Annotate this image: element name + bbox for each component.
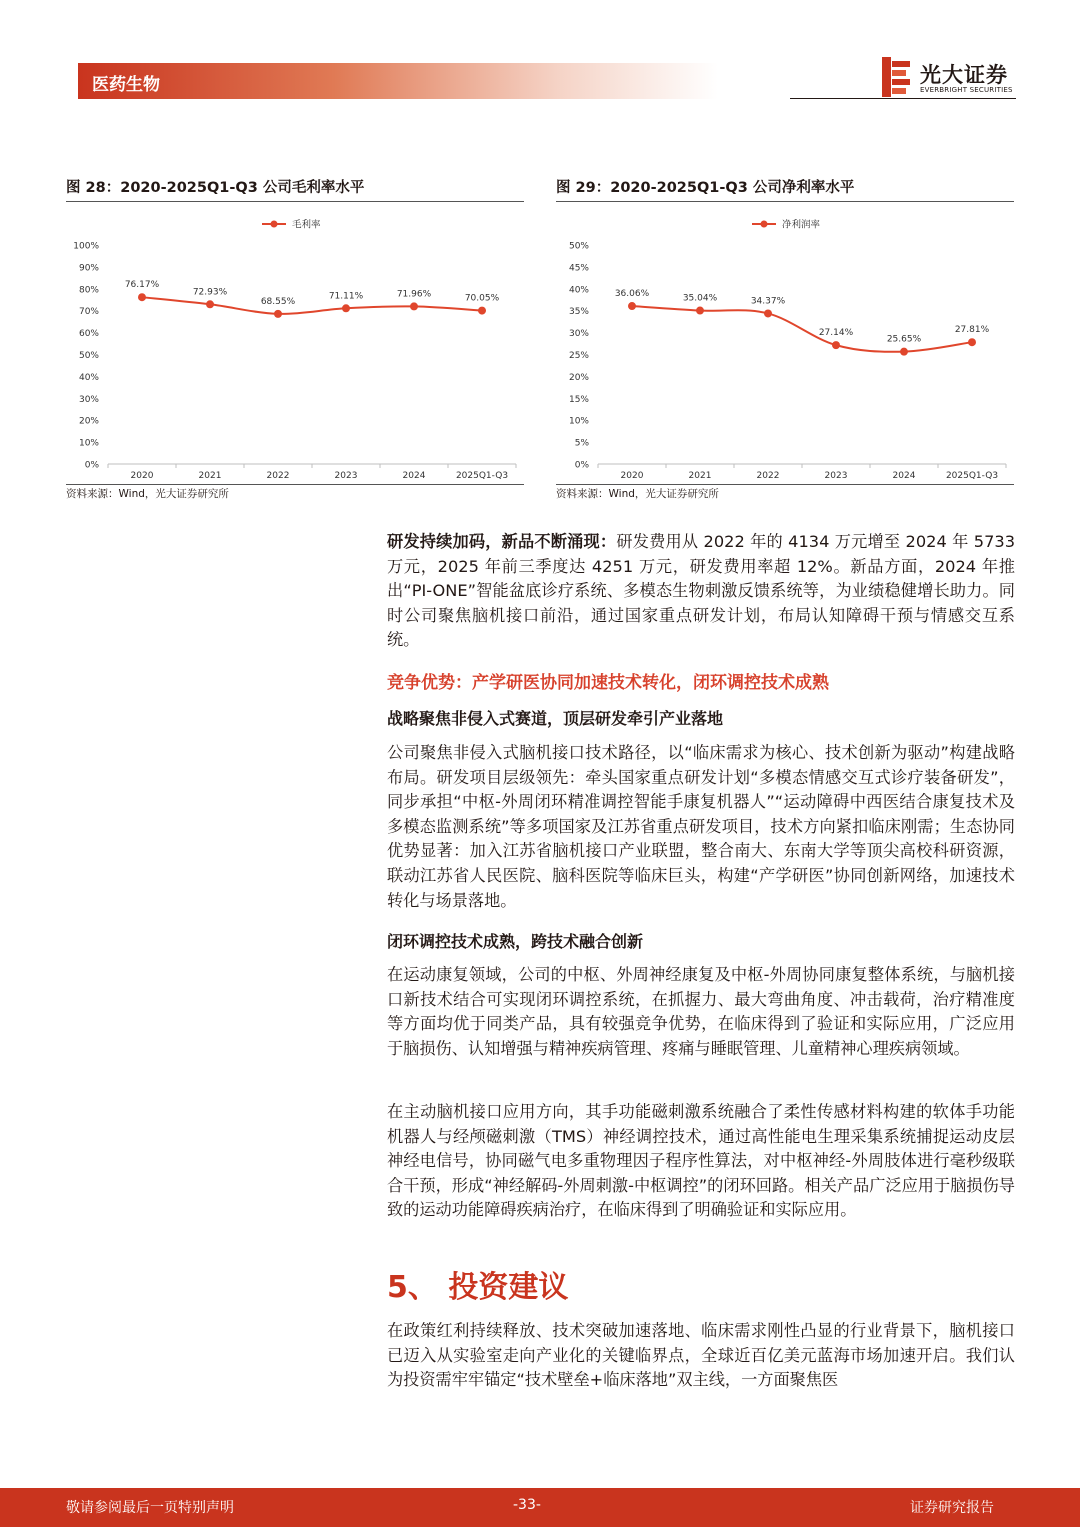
y-tick-label: 100% [73,241,99,252]
figure-28-title: 图 28：2020-2025Q1-Q3 公司毛利率水平 [66,180,365,196]
paragraph-rd-investment [387,530,1015,653]
data-point [764,309,772,317]
competitive-advantage-heading: 竞争优势：产学研医协同加速技术转化，闭环调控技术成熟 [387,673,829,693]
x-tick-label: 2022 [756,471,780,481]
x-tick-label: 2020 [620,471,644,481]
figure-28-top-rule [66,201,524,202]
y-tick-label: 30% [78,394,99,405]
gross-margin-chart [66,206,524,484]
figure-29-source: 资料来源：Wind，光大证券研究所 [556,488,719,500]
x-tick-label: 2021 [198,471,222,481]
legend-label: 毛利率 [292,219,321,231]
figure-29-title: 图 29：2020-2025Q1-Q3 公司净利率水平 [556,180,855,196]
y-tick-label: 80% [78,285,99,296]
paragraph-lead: 研发持续加码，新品不断涌现： [387,532,617,551]
subheading-strategy: 战略聚焦非侵入式赛道，顶层研发牵引产业落地 [387,709,724,728]
paragraph-motor-rehab: 在运动康复领域，公司的中枢、外周神经康复及中枢-外周协同康复整体系统，与脑机接口新技术结合可实现闭环调控系统，在抓握力、最大弯曲角度、冲击载荷，治疗精准度等方面均优于同类产品，具有较强竞争优势，在临床得到了验证和实际应用，广泛应用于脑损伤、认知增强与精神疾病管理、疼痛与睡眠管理、儿童精神心理疾病领域。 [387,965,1015,1058]
data-label: 76.17% [124,280,160,291]
legend-label: 净利润率 [782,219,821,231]
x-tick-label: 2021 [688,471,712,481]
data-point [696,307,704,315]
y-tick-label: 20% [568,372,589,383]
data-point [628,302,636,310]
data-point [410,302,418,310]
x-tick-label: 2025Q1-Q3 [945,471,999,481]
y-tick-label: 50% [78,351,99,361]
data-label: 72.93% [192,287,228,298]
x-tick-label: 2024 [892,471,916,481]
chart-legend [262,219,321,231]
footer-doc-type: 证券研究报告 [910,1500,994,1516]
data-point [968,338,976,346]
net-margin-chart [556,206,1014,484]
data-point [478,307,486,315]
data-point [274,310,282,318]
data-label: 36.06% [614,289,650,300]
data-label: 35.04% [682,293,718,304]
figure-29-bottom-rule [556,484,1014,485]
y-tick-label: 15% [568,394,589,405]
data-point [832,341,840,349]
sector-label: 医药生物 [92,75,160,95]
data-point [206,300,214,308]
everbright-logo-icon [880,57,914,97]
header-rule [790,98,1016,99]
paragraph-strategy: 公司聚焦非侵入式脑机接口技术路径，以“临床需求为核心、技术创新为驱动”构建战略布局。研发项目层级领先：牵头国家重点研发计划“多模态情感交互式诊疗装备研发”，同步承担“中枢-外周闭环精准调控智能手康复机器人”“运动障碍中西医结合康复技术及多模态监测系统”等多项国家及江苏省重点研发项目，技术方向紧扣临床刚需；生态协同优势显著：加入江苏省脑机接口产业联盟，整合南大、东南大学等顶尖高校科研资源，联动江苏省人民医院、脑科医院等临床巨头，构建“产学研医”协同创新网络，加速技术转化与场景落地。 [387,743,1015,910]
y-tick-label: 0% [574,460,589,471]
data-label: 71.96% [396,289,432,300]
x-tick-label: 2023 [824,471,848,481]
data-label: 70.05% [464,293,500,304]
x-tick-label: 2020 [130,471,154,481]
x-tick-label: 2025Q1-Q3 [455,471,509,481]
data-label: 71.11% [328,291,364,302]
data-point [900,348,908,356]
y-tick-label: 30% [568,329,589,340]
x-tick-label: 2023 [334,471,358,481]
y-tick-label: 70% [78,307,99,318]
x-tick-label: 2022 [266,471,290,481]
section-5-heading: 5、 投资建议 [387,1270,569,1305]
logo-text-cn: 光大证券 [920,63,1008,87]
y-tick-label: 60% [78,329,99,340]
brand-logo [880,57,1020,101]
figure-28-source: 资料来源：Wind，光大证券研究所 [66,488,229,500]
legend-marker [271,221,278,228]
footer-disclaimer: 敬请参阅最后一页特别声明 [66,1500,234,1516]
x-tick-label: 2024 [402,471,426,481]
series-line [632,306,972,352]
legend-marker [761,221,768,228]
data-label: 25.65% [886,334,922,345]
figure-28-bottom-rule [66,484,524,485]
y-tick-label: 35% [568,307,589,318]
y-tick-label: 45% [568,263,589,274]
y-tick-label: 40% [568,285,589,296]
page-number: -33- [513,1497,541,1513]
y-tick-label: 50% [568,241,589,252]
data-point [138,293,146,301]
series-line [142,297,482,314]
y-tick-label: 90% [78,263,99,274]
y-tick-label: 10% [568,416,589,427]
logo-text-en: EVERBRIGHT SECURITIES [920,86,1013,94]
data-label: 27.14% [818,328,854,339]
y-tick-label: 5% [574,438,589,449]
data-label: 27.81% [954,325,990,336]
y-tick-label: 10% [78,438,99,449]
data-point [342,304,350,312]
y-tick-label: 40% [78,372,99,383]
figure-29-top-rule [556,201,1014,202]
paragraph-active-bci: 在主动脑机接口应用方向，其手功能磁刺激系统融合了柔性传感材料构建的软体手功能机器人与经颅磁刺激（TMS）神经调控技术，通过高性能电生理采集系统捕捉运动皮层神经电信号，协同磁气电多重物理因子程序性算法，对中枢神经-外周肢体进行毫秒级联合干预，形成“神经解码-外周刺激-中枢调控”的闭环回路。相关产品广泛应用于脑损伤导致的运动功能障碍疾病治疗，在临床得到了明确验证和实际应用。 [387,1102,1015,1220]
data-label: 34.37% [750,296,786,307]
y-tick-label: 0% [84,460,99,471]
subheading-closed-loop: 闭环调控技术成熟，跨技术融合创新 [387,932,644,951]
paragraph-investment: 在政策红利持续释放、技术突破加速落地、临床需求刚性凸显的行业背景下，脑机接口已迈入从实验室走向产业化的关键临界点，全球近百亿美元蓝海市场加速开启。我们认为投资需牢牢锚定“技术壁垒+临床落地”双主线，一方面聚焦医 [387,1321,1015,1390]
chart-legend [752,219,821,231]
data-label: 68.55% [260,296,296,307]
y-tick-label: 20% [78,416,99,427]
y-tick-label: 25% [568,351,589,361]
paragraph-text: 研发费用从 2022 年的 4134 万元增至 2024 年 5733 万元，2025 年前三季度达 4251 万元，研发费用率超 12%。新品方面，2024 年推出“PI-ONE”智能盆底诊疗系统、多模态生物刺激反馈系统等，为业绩稳健增长助力。同时公司聚焦脑机接口前沿，通过国家重点研发计划，布局认知障碍干预与情感交互系统。 [387,532,1015,650]
header-band [78,63,718,99]
